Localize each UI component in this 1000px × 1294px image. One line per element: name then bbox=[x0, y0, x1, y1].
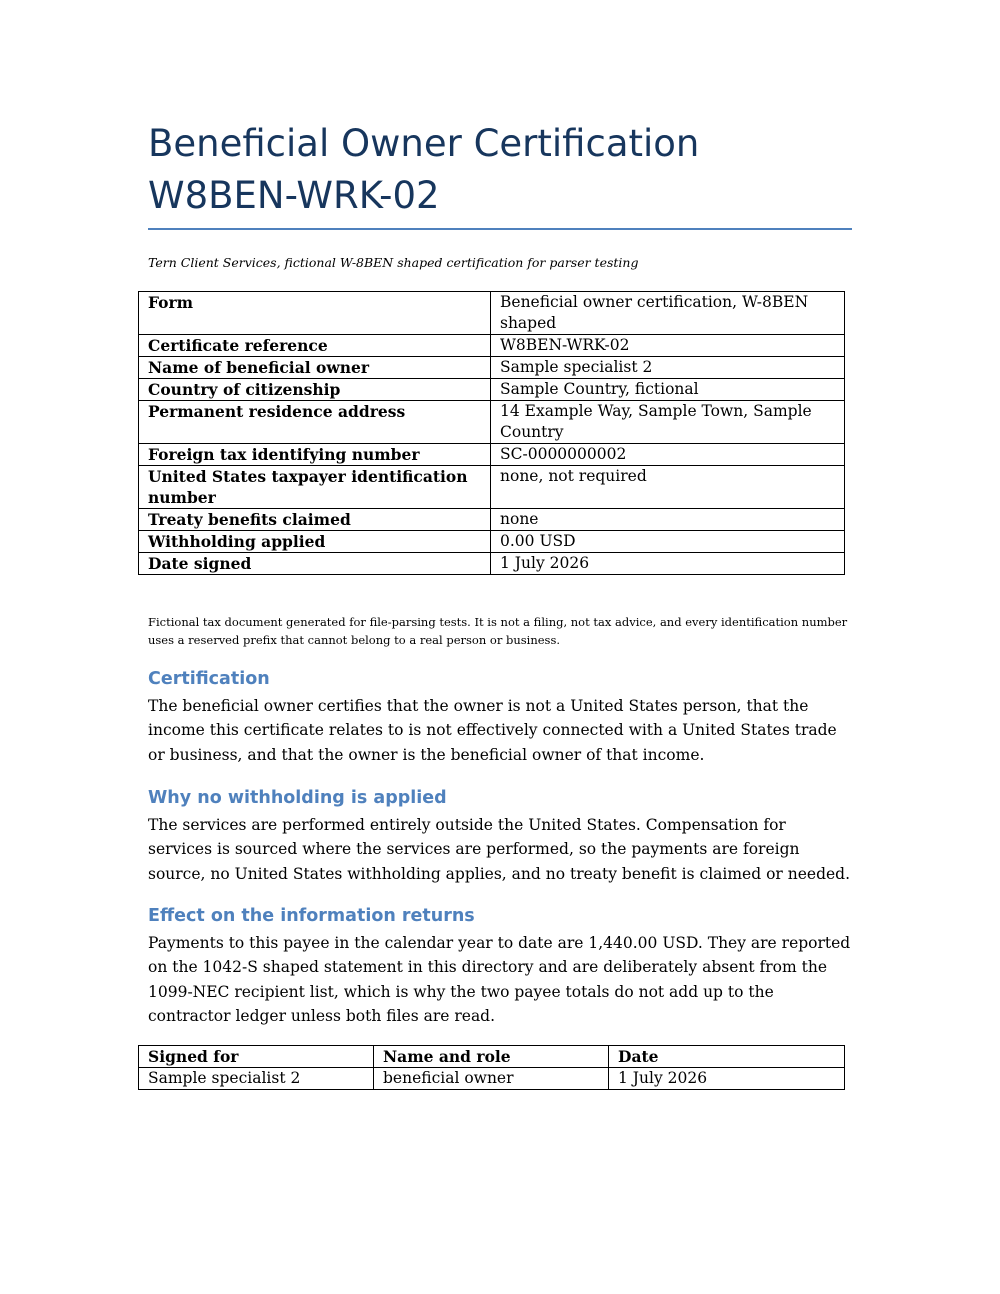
section-heading: Certification bbox=[148, 669, 270, 689]
section-why-no-withholding bbox=[148, 786, 852, 886]
field-label: Withholding applied bbox=[139, 531, 491, 553]
section-certification bbox=[148, 667, 852, 767]
field-value: SC-0000000002 bbox=[491, 444, 845, 466]
table-row bbox=[139, 401, 845, 444]
date-cell: 1 July 2026 bbox=[609, 1068, 845, 1090]
table-row bbox=[139, 335, 845, 357]
field-value: 14 Example Way, Sample Town, Sample Country bbox=[491, 401, 845, 444]
column-header: Signed for bbox=[139, 1046, 374, 1068]
field-value: 0.00 USD bbox=[491, 531, 845, 553]
field-label: United States taxpayer identification number bbox=[139, 466, 491, 509]
field-value: 1 July 2026 bbox=[491, 553, 845, 575]
table-header-row bbox=[139, 1046, 845, 1068]
field-label: Certificate reference bbox=[139, 335, 491, 357]
table-row bbox=[139, 1068, 845, 1090]
table-row bbox=[139, 531, 845, 553]
table-row bbox=[139, 466, 845, 509]
section-body: The beneficial owner certifies that the owner is not a United States person, that the income this certificate relates to is not effectively connected with a United States trade or business, and that the owner is the beneficial owner of that income. bbox=[148, 697, 837, 764]
title-divider bbox=[148, 228, 852, 230]
field-label: Permanent residence address bbox=[139, 401, 491, 444]
column-header: Name and role bbox=[374, 1046, 609, 1068]
field-label: Foreign tax identifying number bbox=[139, 444, 491, 466]
field-value: Sample Country, fictional bbox=[491, 379, 845, 401]
signature-table bbox=[138, 1045, 845, 1090]
document-title: Beneficial Owner Certification W8BEN-WRK-02 bbox=[148, 122, 700, 217]
section-body: The services are performed entirely outside the United States. Compensation for services is sourced where the services are performed, so the payments are foreign source, no United States withholding applies, and no treaty benefit is claimed or needed. bbox=[148, 816, 851, 883]
table-row bbox=[139, 357, 845, 379]
field-label: Name of beneficial owner bbox=[139, 357, 491, 379]
field-value: W8BEN-WRK-02 bbox=[491, 335, 845, 357]
table-row bbox=[139, 444, 845, 466]
disclaimer-note: Fictional tax document generated for file-parsing tests. It is not a filing, not tax advice, and every identification number uses a reserved prefix that cannot belong to a real person or business. bbox=[148, 615, 848, 647]
section-body: Payments to this payee in the calendar year to date are 1,440.00 USD. They are reported on the 1042-S shaped statement in this directory and are deliberately absent from the 1099-NEC recipient list, which is why the two payee totals do not add up to the contractor ledger unless both files are read. bbox=[148, 934, 851, 1025]
field-label: Form bbox=[139, 292, 491, 335]
field-value: none, not required bbox=[491, 466, 845, 509]
field-value: Sample specialist 2 bbox=[491, 357, 845, 379]
section-effect-on-information-returns bbox=[148, 904, 852, 1028]
field-value: none bbox=[491, 509, 845, 531]
column-header: Date bbox=[609, 1046, 845, 1068]
document-subtitle: Tern Client Services, fictional W-8BEN shaped certification for parser testing bbox=[148, 255, 639, 270]
signed-for-cell: Sample specialist 2 bbox=[139, 1068, 374, 1090]
name-and-role-cell: beneficial owner bbox=[374, 1068, 609, 1090]
field-value: Beneficial owner certification, W-8BEN shaped bbox=[491, 292, 845, 335]
field-label: Date signed bbox=[139, 553, 491, 575]
certificate-summary-table bbox=[138, 291, 845, 575]
table-row bbox=[139, 379, 845, 401]
table-row bbox=[139, 553, 845, 575]
section-heading: Effect on the information returns bbox=[148, 906, 475, 926]
table-row bbox=[139, 292, 845, 335]
field-label: Treaty benefits claimed bbox=[139, 509, 491, 531]
section-heading: Why no withholding is applied bbox=[148, 788, 447, 808]
field-label: Country of citizenship bbox=[139, 379, 491, 401]
table-row bbox=[139, 509, 845, 531]
